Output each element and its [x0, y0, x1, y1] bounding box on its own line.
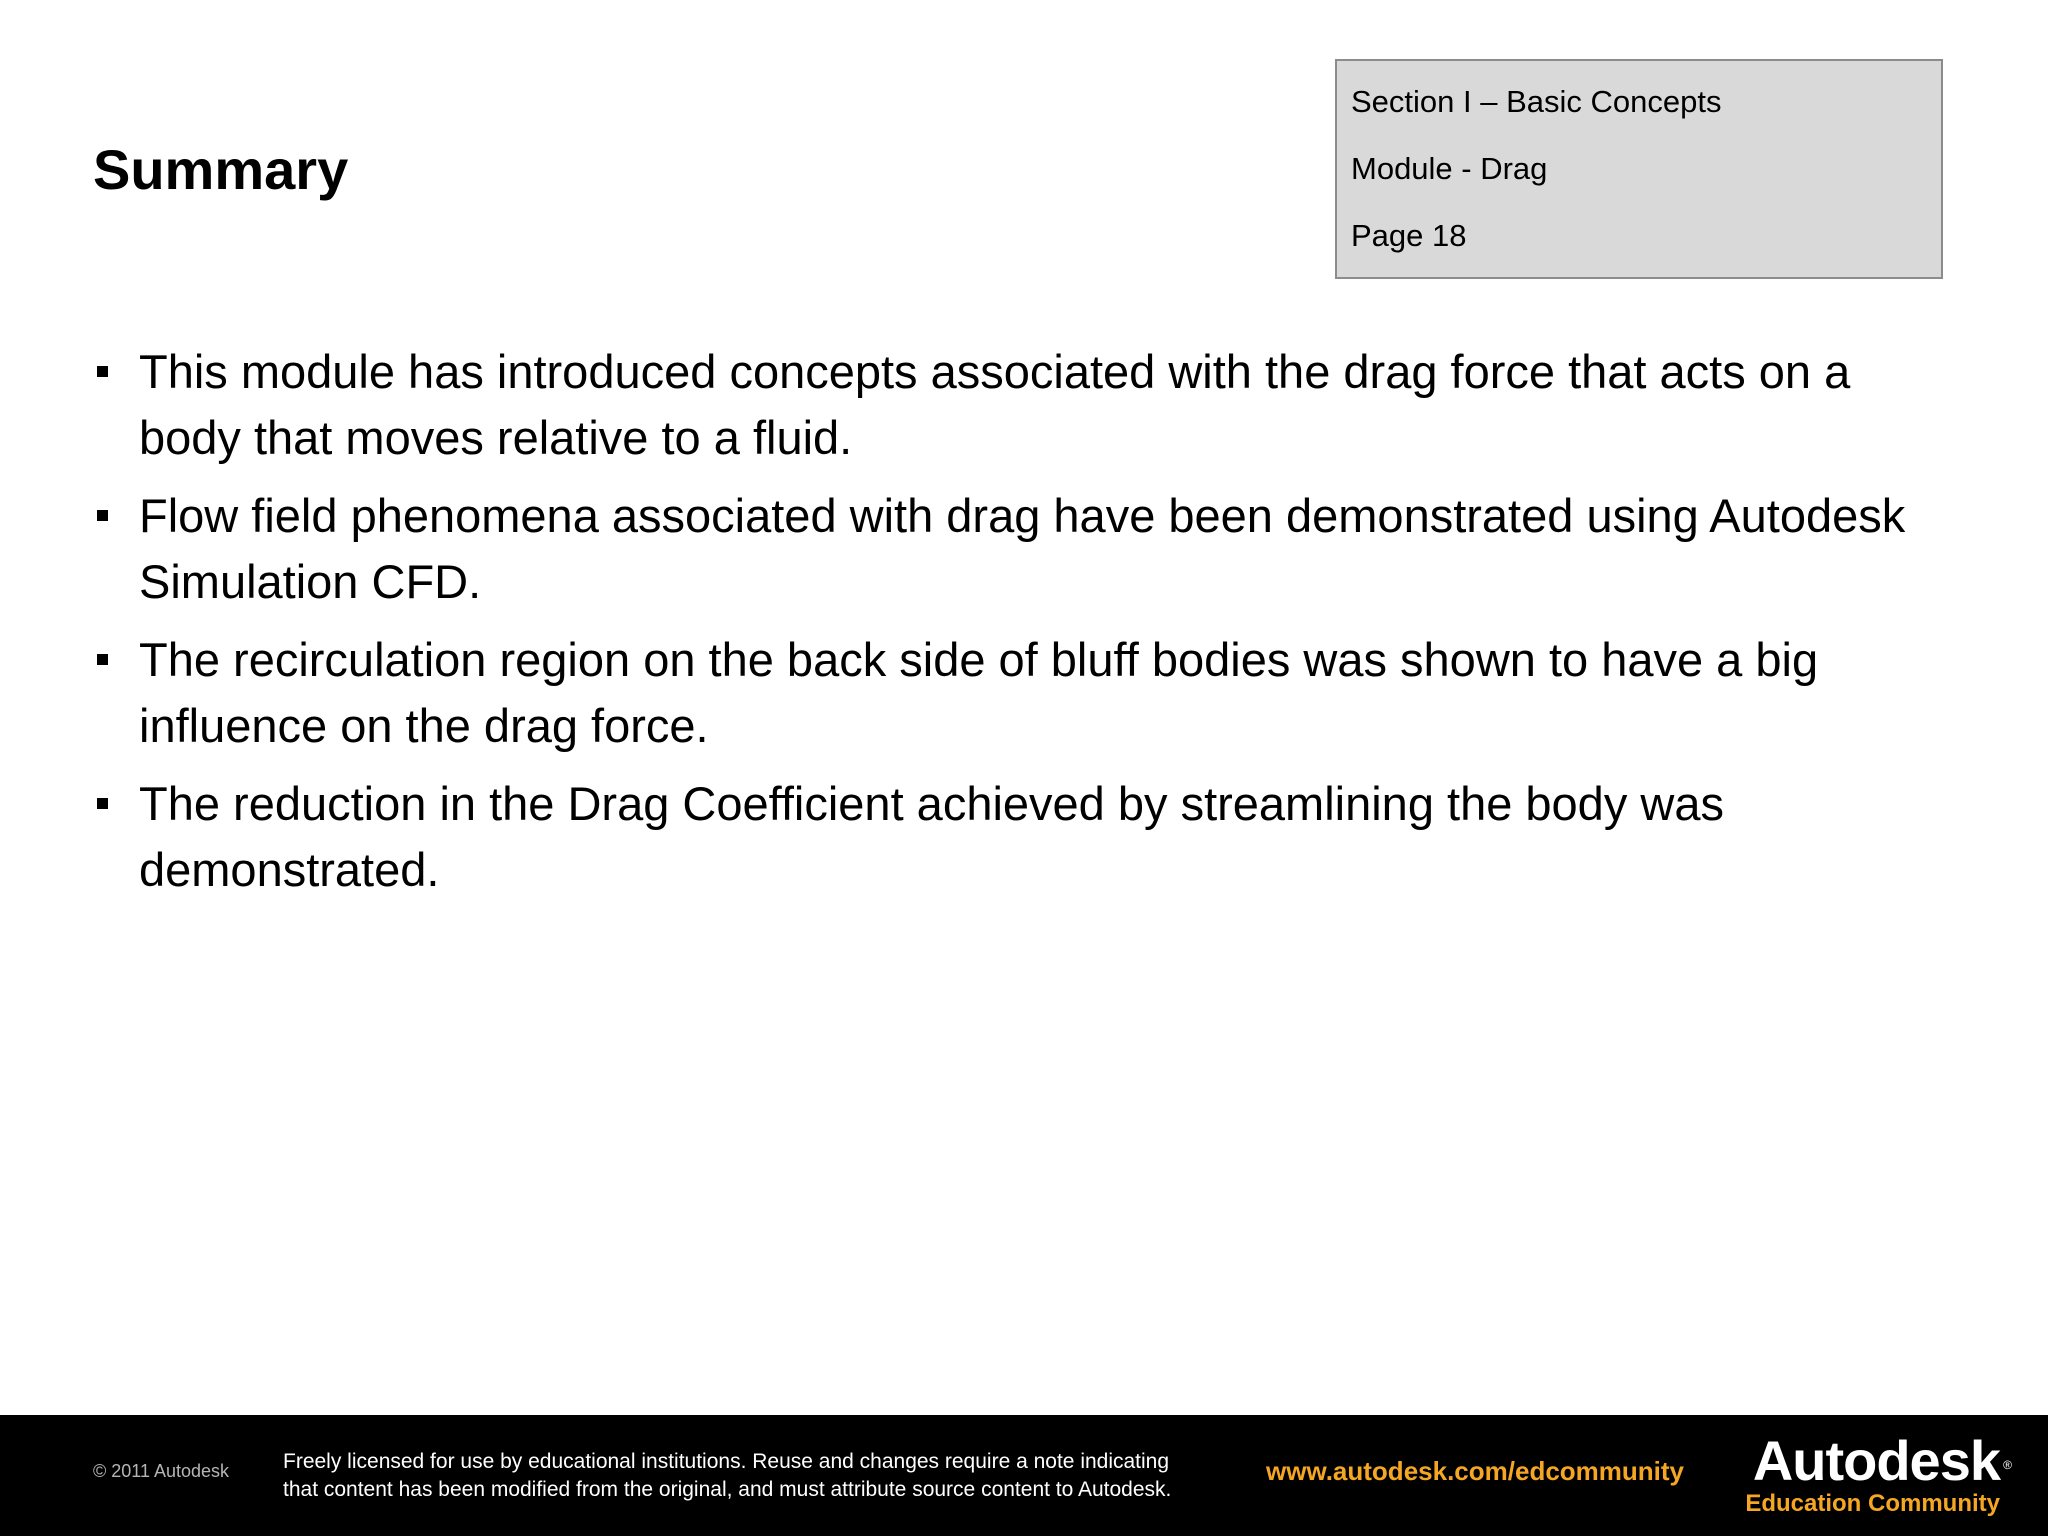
bullet-text: The recirculation region on the back side of bluff bodies was shown to have a big influence on the drag force.	[139, 633, 1819, 752]
license-line-1: Freely licensed for use by educational institutions. Reuse and changes require a note indicating	[283, 1450, 1170, 1473]
bullet-item	[96, 771, 1956, 903]
bullet-text: The reduction in the Drag Coefficient achieved by streamlining the body was demonstrated.	[139, 777, 1724, 896]
square-bullet-icon	[97, 798, 108, 809]
education-community-label: Education Community	[1745, 1490, 2000, 1517]
bullet-text: This module has introduced concepts associated with the drag force that acts on a body that moves relative to a fluid.	[139, 345, 1851, 464]
footer-bar	[0, 1415, 2048, 1536]
square-bullet-icon	[97, 654, 108, 665]
brand-name-text: Autodesk	[1752, 1429, 2000, 1492]
registered-mark: ®	[2003, 1458, 2012, 1472]
slide-title: Summary	[93, 138, 349, 201]
bullet-item	[96, 627, 1956, 759]
summary-bullet-list	[96, 339, 1956, 915]
section-info-box	[1335, 59, 1943, 279]
bullet-text: Flow field phenomena associated with drag have been demonstrated using Autodesk Simulation CFD.	[139, 489, 1906, 608]
module-label: Module - Drag	[1351, 151, 1548, 186]
edcommunity-link[interactable]: www.autodesk.com/edcommunity	[1266, 1456, 1685, 1486]
bullet-item	[96, 339, 1956, 471]
square-bullet-icon	[97, 366, 108, 377]
license-line-2: that content has been modified from the original, and must attribute source content to Autodesk.	[283, 1478, 1172, 1501]
license-notice	[283, 1448, 1263, 1504]
autodesk-logo	[1745, 1429, 2012, 1518]
square-bullet-icon	[97, 510, 108, 521]
copyright-notice: © 2011 Autodesk	[93, 1461, 230, 1481]
section-label: Section I – Basic Concepts	[1351, 84, 1722, 119]
bullet-item	[96, 483, 1956, 615]
page-number: Page 18	[1351, 218, 1467, 253]
autodesk-wordmark	[1752, 1429, 2012, 1492]
